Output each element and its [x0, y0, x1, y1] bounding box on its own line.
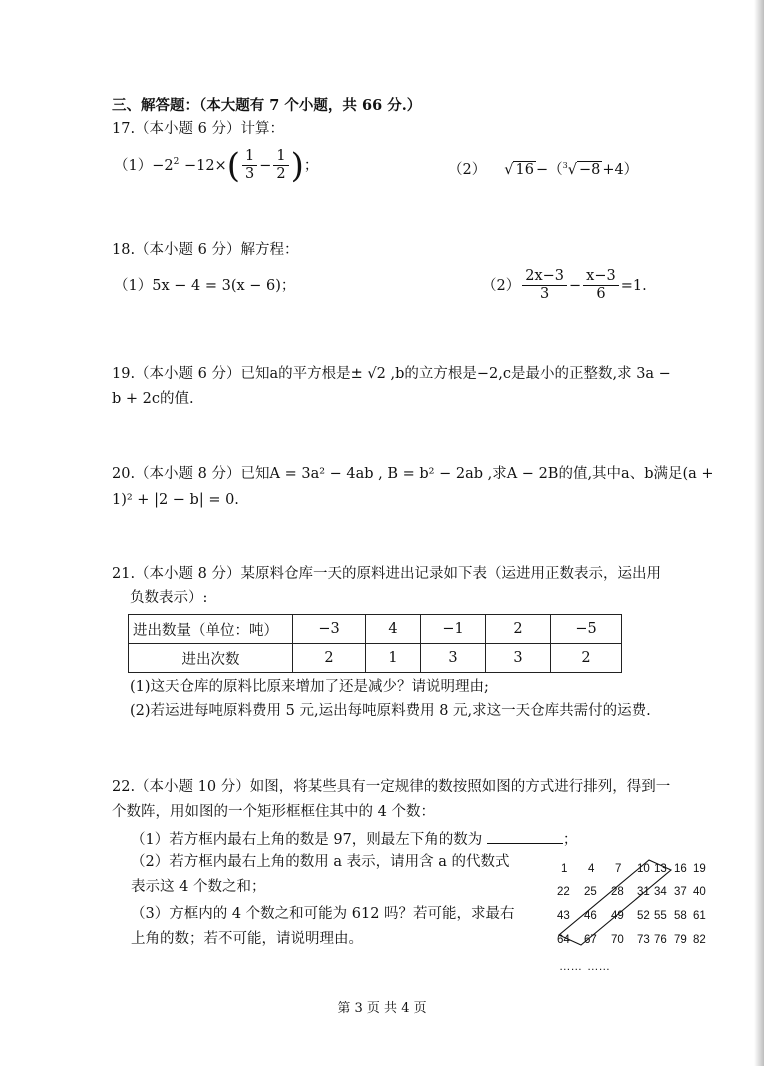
- q19-line1: 19.（本小题 6 分）已知a的平方根是± √2 ,b的立方根是−2,c是最小的正整数,求 3a −: [112, 366, 671, 382]
- q20-line2: 1)² + |2 − b| = 0.: [112, 492, 239, 508]
- table-row: [129, 615, 622, 644]
- q17-heading: 17.（本小题 6 分）计算：: [112, 121, 285, 137]
- close-paren: ): [290, 145, 304, 186]
- q17-part1: [114, 145, 319, 186]
- q17-term: −2: [152, 157, 174, 174]
- sqrt-sign-icon: √: [504, 161, 514, 178]
- grid-number: 19: [693, 863, 706, 875]
- q22-sub3-line1: （3）方框内的 4 个数之和可能为 612 吗？若可能，求最右: [131, 906, 515, 922]
- grid-number: 46: [584, 910, 597, 922]
- numerator: 1: [242, 148, 257, 166]
- q22-sub1: [131, 829, 577, 849]
- q22-sub3-line2: 上角的数；若不可能，请说明理由。: [131, 931, 363, 947]
- fraction-x-3: [583, 268, 619, 304]
- q21-line1: 21.（本小题 8 分）某原料仓库一天的原料进出记录如下表（运进用正数表示，运出用: [112, 566, 662, 582]
- table-cell: 3: [421, 644, 486, 673]
- grid-number: 79: [674, 934, 687, 946]
- grid-number: 76: [654, 934, 667, 946]
- semicolon: ；: [562, 832, 578, 848]
- q22-sub2-line2: 表示这 4 个数之和；: [131, 879, 266, 895]
- fraction-1-3: [242, 148, 257, 184]
- grid-number: 73: [637, 934, 650, 946]
- denominator: 6: [596, 286, 606, 303]
- grid-number: 10: [637, 863, 650, 875]
- q18-part2-label: （2）: [482, 277, 521, 294]
- q18-part1: （1）5x − 4 = 3(x − 6)；: [114, 278, 296, 294]
- table-cell: −3: [293, 615, 366, 644]
- page-footer: 第 3 页 共 4 页: [337, 1001, 427, 1016]
- grid-number: 22: [557, 886, 570, 898]
- grid-number: 49: [611, 910, 624, 922]
- grid-number: 4: [588, 863, 595, 875]
- q21-sub1: (1)这天仓库的原料比原来增加了还是减少？请说明理由;: [130, 679, 489, 695]
- table-cell: 2: [293, 644, 366, 673]
- q20-line1: 20.（本小题 8 分）已知A = 3a² − 4ab , B = b² − 2ab ,求A − 2B的值,其中a、b满足(a +: [112, 466, 714, 482]
- equals-one: =1.: [620, 277, 647, 294]
- grid-number: 16: [674, 863, 687, 875]
- ellipsis: ……: [559, 961, 582, 973]
- row1-header: 进出数量（单位：吨）: [129, 615, 293, 644]
- grid-number: 61: [693, 910, 706, 922]
- q21-sub2: (2)若运进每吨原料费用 5 元,运出每吨原料费用 8 元,求这一天仓库共需付的运费.: [130, 703, 651, 719]
- q19-line2: b + 2c的值.: [112, 391, 194, 407]
- page-edge-shadow: [754, 0, 764, 1066]
- grid-number: 55: [654, 910, 667, 922]
- q22-sub1-text: （1）若方框内最右上角的数是 97，则最左下角的数为: [131, 832, 483, 848]
- grid-number: 25: [584, 886, 597, 898]
- grid-number: 13: [654, 863, 667, 875]
- grid-number: 82: [693, 934, 706, 946]
- grid-number: 64: [557, 934, 570, 946]
- table-cell: 3: [486, 644, 551, 673]
- q22-line2: 个数阵，用如图的一个矩形框框住其中的 4 个数：: [112, 804, 435, 820]
- q17-part1-label: （1）: [114, 157, 153, 174]
- numerator: 1: [273, 148, 288, 166]
- number-array-figure: [545, 857, 717, 982]
- grid-number: 28: [611, 886, 624, 898]
- q21-line2: 负数表示）:: [130, 590, 208, 606]
- fraction-2x-3: [522, 268, 567, 304]
- grid-number: 37: [674, 886, 687, 898]
- open-paren: (: [226, 145, 240, 186]
- numerator: x−3: [583, 268, 619, 286]
- minus-sign: −: [259, 157, 272, 174]
- fraction-1-2: [273, 148, 288, 184]
- grid-number: 43: [557, 910, 570, 922]
- grid-number: 1: [561, 863, 568, 875]
- section-title: 三、解答题：（本大题有 7 个小题，共 66 分.）: [112, 97, 422, 114]
- table-cell: 4: [366, 615, 421, 644]
- table-row: [129, 644, 622, 673]
- q17-part2: [448, 161, 638, 179]
- grid-number: 40: [693, 886, 706, 898]
- grid-number: 34: [654, 886, 667, 898]
- q17-part2-label: （2）: [448, 161, 487, 178]
- q17-part2-mid: −（: [535, 161, 563, 178]
- cbrt-sign-icon: √: [567, 161, 577, 178]
- q17-term2: −12×: [179, 157, 227, 174]
- table-cell: 1: [366, 644, 421, 673]
- q18-part2: [482, 268, 647, 304]
- q22-sub2-line1: （2）若方框内最右上角的数用 a 表示，请用含 a 的代数式: [131, 854, 510, 870]
- table-cell: 2: [551, 644, 622, 673]
- grid-number: 67: [584, 934, 597, 946]
- radicand-2: −8: [578, 161, 601, 178]
- numerator: 2x−3: [522, 268, 567, 286]
- denominator: 3: [540, 286, 550, 303]
- semicolon: ；: [303, 157, 319, 174]
- ellipsis: ……: [587, 961, 610, 973]
- radicand: 16: [515, 161, 534, 178]
- q17-part2-end: +4）: [602, 161, 639, 178]
- q17-exponent: 2: [173, 157, 180, 168]
- grid-number: 7: [615, 863, 622, 875]
- table-cell: 2: [486, 615, 551, 644]
- table-cell: −1: [421, 615, 486, 644]
- grid-number: 58: [674, 910, 687, 922]
- table-cell: −5: [551, 615, 622, 644]
- grid-number: 31: [637, 886, 650, 898]
- cube-root-index: 3: [562, 161, 568, 170]
- answer-blank[interactable]: [487, 829, 563, 844]
- grid-number: 70: [611, 934, 624, 946]
- row2-header: 进出次数: [129, 644, 293, 673]
- grid-number: 52: [637, 910, 650, 922]
- q22-line1: 22.（本小题 10 分）如图，将某些具有一定规律的数按照如图的方式进行排列，得到一: [112, 779, 671, 795]
- denominator: 3: [244, 166, 255, 183]
- minus-sign: −: [569, 277, 582, 294]
- record-table: [128, 614, 622, 673]
- denominator: 2: [276, 166, 286, 183]
- q18-heading: 18.（本小题 6 分）解方程：: [112, 242, 299, 258]
